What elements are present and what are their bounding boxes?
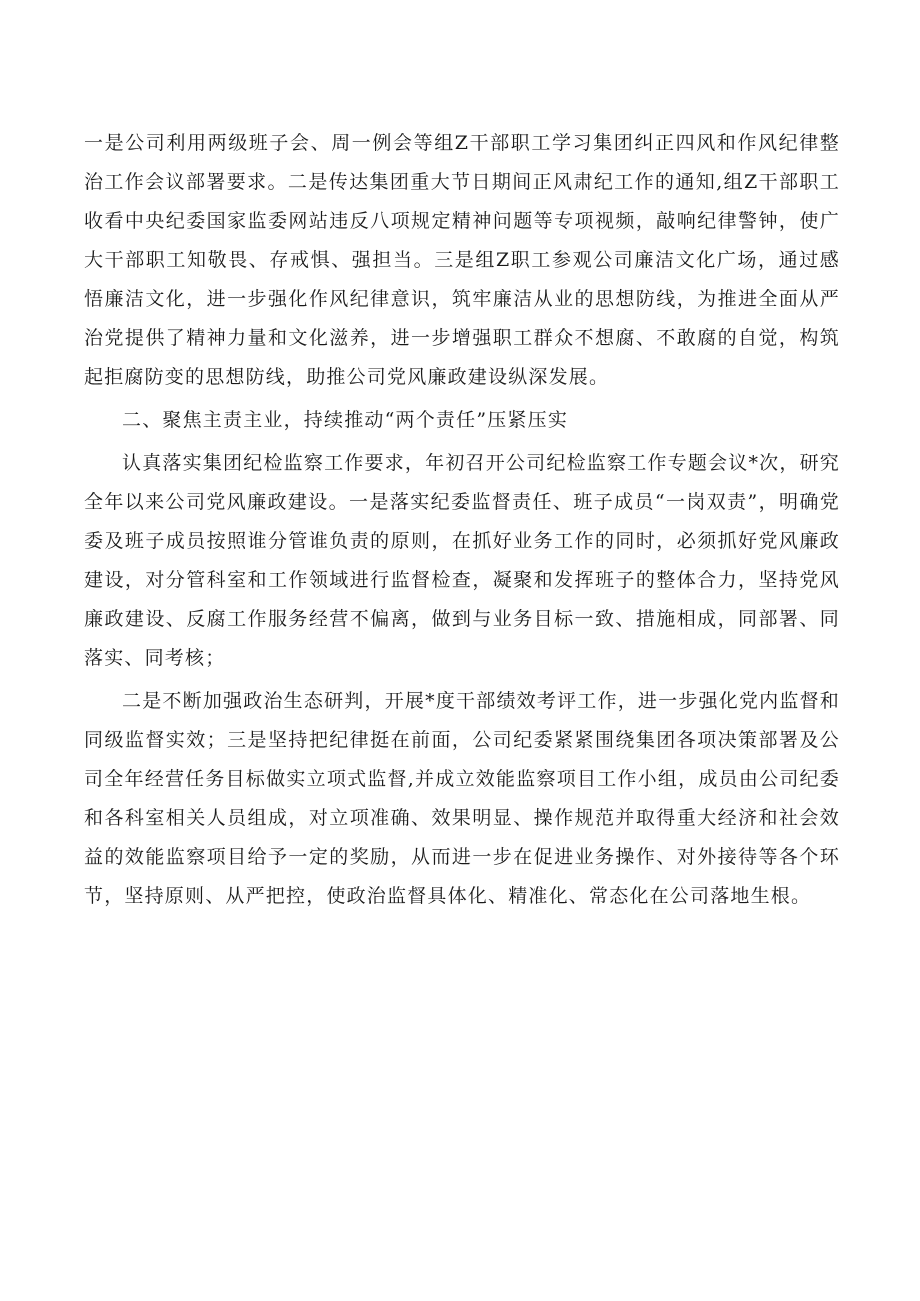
- document-body: [84, 124, 840, 920]
- paragraph-3: 二是不断加强政治生态研判，开展*度干部绩效考评工作，进一步强化党内监督和同级监督实效；三是坚持把纪律挺在前面，公司纪委紧紧围绕集团各项决策部署及公司全年经营任务目标做实立项式监督,并成立效能监察项目工作小组，成员由公司纪委和各科室相关人员组成，对立项准确、效果明显、操作规范并取得重大经济和社会效益的效能监察项目给予一定的奖励，从而进一步在促进业务操作、对外接待等各个环节，坚持原则、从严把控，使政治监督具体化、精准化、常态化在公司落地生根。: [84, 690, 840, 907]
- paragraph-1: 一是公司利用两级班子会、周一例会等组Z干部职工学习集团纠正四风和作风纪律整治工作会议部署要求。二是传达集团重大节日期间正风肃纪工作的通知,组Z干部职工收看中央纪委国家监委网站违反八项规定精神问题等专项视频，敲响纪律警钟，使广大干部职工知敬畏、存戒惧、强担当。三是组Z职工参观公司廉洁文化广场，通过感悟廉洁文化，进一步强化作风纪律意识，筑牢廉洁从业的思想防线，为推进全面从严治党提供了精神力量和文化滋养，进一步增强职工群众不想腐、不敢腐的自觉，构筑起拒腐防变的思想防线，助推公司党风廉政建设纵深发展。: [84, 132, 840, 388]
- section-heading: 二、聚焦主责主业，持续推动“两个责任”压紧压实: [122, 409, 569, 431]
- paragraph-2: 认真落实集团纪检监察工作要求，年初召开公司纪检监察工作专题会议*次，研究全年以来公司党风廉政建设。一是落实纪委监督责任、班子成员“一岗双责”，明确党委及班子成员按照谁分管谁负责的原则，在抓好业务工作的同时，必须抓好党风廉政建设，对分管科室和工作领域进行监督检查，凝聚和发挥班子的整体合力，坚持党风廉政建设、反腐工作服务经营不偏离，做到与业务目标一致、措施相成，同部署、同落实、同考核；: [84, 452, 840, 669]
